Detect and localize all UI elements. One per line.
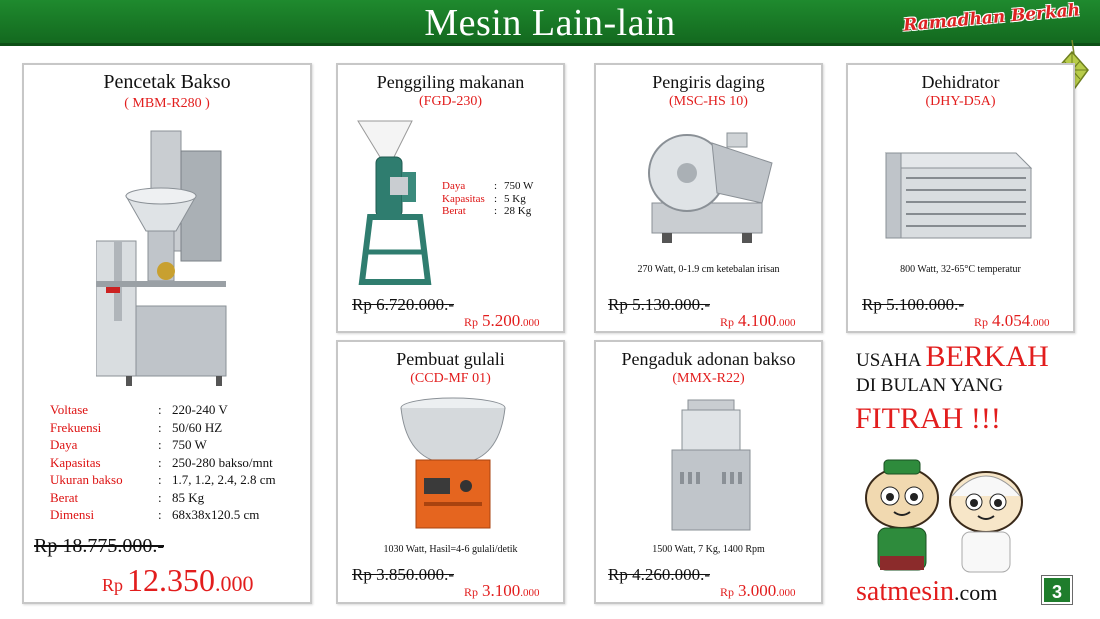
spec-sep: : (158, 489, 162, 505)
meatball-machine-image (96, 121, 246, 391)
new-price (464, 581, 540, 601)
cotton-candy-machine-image (398, 394, 508, 534)
old-price: Rp 3.850.000.- (352, 565, 454, 584)
new-price (464, 311, 540, 331)
mascot-illustration (856, 456, 1034, 576)
price-cents: .000 (1030, 317, 1050, 329)
spec-value: 68x38x120.5 cm (172, 507, 260, 522)
price-cents: .000 (776, 317, 796, 329)
spec-label: Dimensi (50, 507, 95, 522)
price-main: 4.100 (738, 311, 777, 330)
ramadhan-badge: Ramadhan Berkah (902, 0, 1081, 36)
product-card-pencetak-bakso[interactable] (22, 63, 312, 604)
promo-line-1 (856, 340, 1049, 374)
spec-value: 1.7, 1.2, 2.4, 2.8 cm (172, 472, 276, 487)
spec-value: 85 Kg (172, 489, 205, 505)
currency-label: Rp (464, 585, 479, 599)
product-code: (MSC-HS 10) (669, 94, 748, 109)
product-caption: 1030 Watt, Hasil=4-6 gulali/detik (383, 544, 518, 555)
spec-table (442, 180, 533, 218)
spec-row (50, 436, 276, 454)
old-price: Rp 5.100.000.- (862, 295, 964, 314)
product-code: (DHY-D5A) (925, 94, 996, 109)
food-grinder-image (350, 117, 440, 289)
product-card-penggiling[interactable] (336, 63, 565, 333)
new-price (720, 311, 796, 331)
spec-sep: : (494, 180, 498, 192)
currency-label: Rp (720, 585, 735, 599)
old-price: Rp 18.775.000.- (34, 535, 164, 557)
product-name: Pengaduk adonan bakso (621, 349, 796, 369)
promo-line-2: DI BULAN YANG (856, 375, 1004, 396)
spec-sep: : (494, 192, 498, 205)
spec-table (50, 401, 276, 524)
spec-value: 220-240 V (172, 402, 228, 417)
spec-sep: : (158, 437, 162, 452)
product-code: (CCD-MF 01) (410, 371, 491, 386)
old-price: Rp 6.720.000.- (352, 295, 454, 314)
spec-row (50, 419, 276, 437)
promo-line-3: FITRAH !!! (855, 402, 1001, 435)
product-code: ( MBM-R280 ) (124, 96, 210, 111)
product-code: (MMX-R22) (672, 371, 745, 386)
spec-row (50, 471, 276, 489)
spec-label: Frekuensi (50, 419, 102, 435)
price-main: 3.100 (482, 581, 521, 600)
meat-slicer-image (632, 123, 782, 248)
spec-row (442, 205, 533, 218)
spec-value: 750 W (504, 180, 534, 192)
currency-label: Rp (464, 315, 479, 329)
spec-row (50, 454, 276, 472)
spec-label: Berat (50, 489, 79, 505)
page-title: Mesin Lain-lain (424, 2, 676, 44)
product-name: Pencetak Bakso (103, 71, 231, 93)
currency-label: Rp (102, 575, 124, 595)
product-name: Pengiris daging (652, 72, 765, 92)
site-url[interactable] (856, 576, 997, 608)
spec-value: 50/60 HZ (172, 419, 223, 435)
spec-label: Ukuran bakso (50, 472, 123, 487)
page-number: 3 (1042, 576, 1072, 604)
price-cents: .000 (215, 571, 254, 596)
spec-row (50, 506, 276, 524)
spec-value: 750 W (172, 437, 207, 452)
spec-sep: : (158, 419, 162, 435)
product-name: Dehidrator (921, 72, 1000, 92)
spec-sep: : (494, 205, 498, 217)
dough-mixer-image (666, 392, 756, 537)
currency-label: Rp (974, 315, 989, 329)
spec-value: 250-280 bakso/mnt (172, 454, 273, 470)
site-suffix: .com (954, 580, 998, 605)
spec-sep: : (158, 472, 162, 487)
spec-label: Daya (50, 437, 78, 452)
spec-label: Daya (442, 180, 466, 192)
spec-row (50, 401, 276, 419)
dehydrator-image (876, 133, 1036, 248)
old-price: Rp 4.260.000.- (608, 565, 710, 584)
spec-row (442, 180, 533, 193)
site-main: satmesin (856, 576, 954, 607)
spec-label: Kapasitas (50, 454, 101, 470)
promo-prefix: USAHA (856, 350, 922, 371)
price-main: 5.200 (482, 311, 521, 330)
price-main: 3.000 (738, 581, 777, 600)
spec-row (442, 193, 533, 206)
spec-row (50, 489, 276, 507)
currency-label: Rp (720, 315, 735, 329)
product-caption: 1500 Watt, 7 Kg, 1400 Rpm (652, 544, 765, 555)
product-name: Pembuat gulali (396, 349, 505, 369)
spec-sep: : (158, 402, 162, 417)
product-name: Penggiling makanan (376, 72, 525, 92)
new-price (974, 311, 1050, 331)
spec-sep: : (158, 454, 162, 470)
product-card-gulali[interactable] (336, 340, 565, 604)
new-price (720, 581, 796, 601)
price-cents: .000 (520, 317, 540, 329)
spec-label: Voltase (50, 402, 89, 417)
product-code: (FGD-230) (419, 94, 482, 109)
new-price (102, 562, 254, 599)
product-card-pengaduk[interactable] (594, 340, 823, 604)
price-main: 12.350 (127, 562, 216, 598)
spec-sep: : (158, 507, 162, 522)
spec-value: 5 Kg (504, 192, 526, 205)
spec-value: 28 Kg (504, 205, 532, 217)
old-price: Rp 5.130.000.- (608, 295, 710, 314)
price-cents: .000 (776, 587, 796, 599)
spec-label: Kapasitas (442, 192, 485, 205)
product-caption: 270 Watt, 0-1.9 cm ketebalan irisan (637, 264, 780, 275)
promo-emphasis: BERKAH (925, 340, 1049, 373)
price-main: 4.054 (992, 311, 1031, 330)
product-card-pengiris[interactable] (594, 63, 823, 333)
product-card-dehidrator[interactable] (846, 63, 1075, 333)
product-caption: 800 Watt, 32-65°C temperatur (900, 264, 1021, 275)
price-cents: .000 (520, 587, 540, 599)
spec-label: Berat (442, 205, 466, 217)
